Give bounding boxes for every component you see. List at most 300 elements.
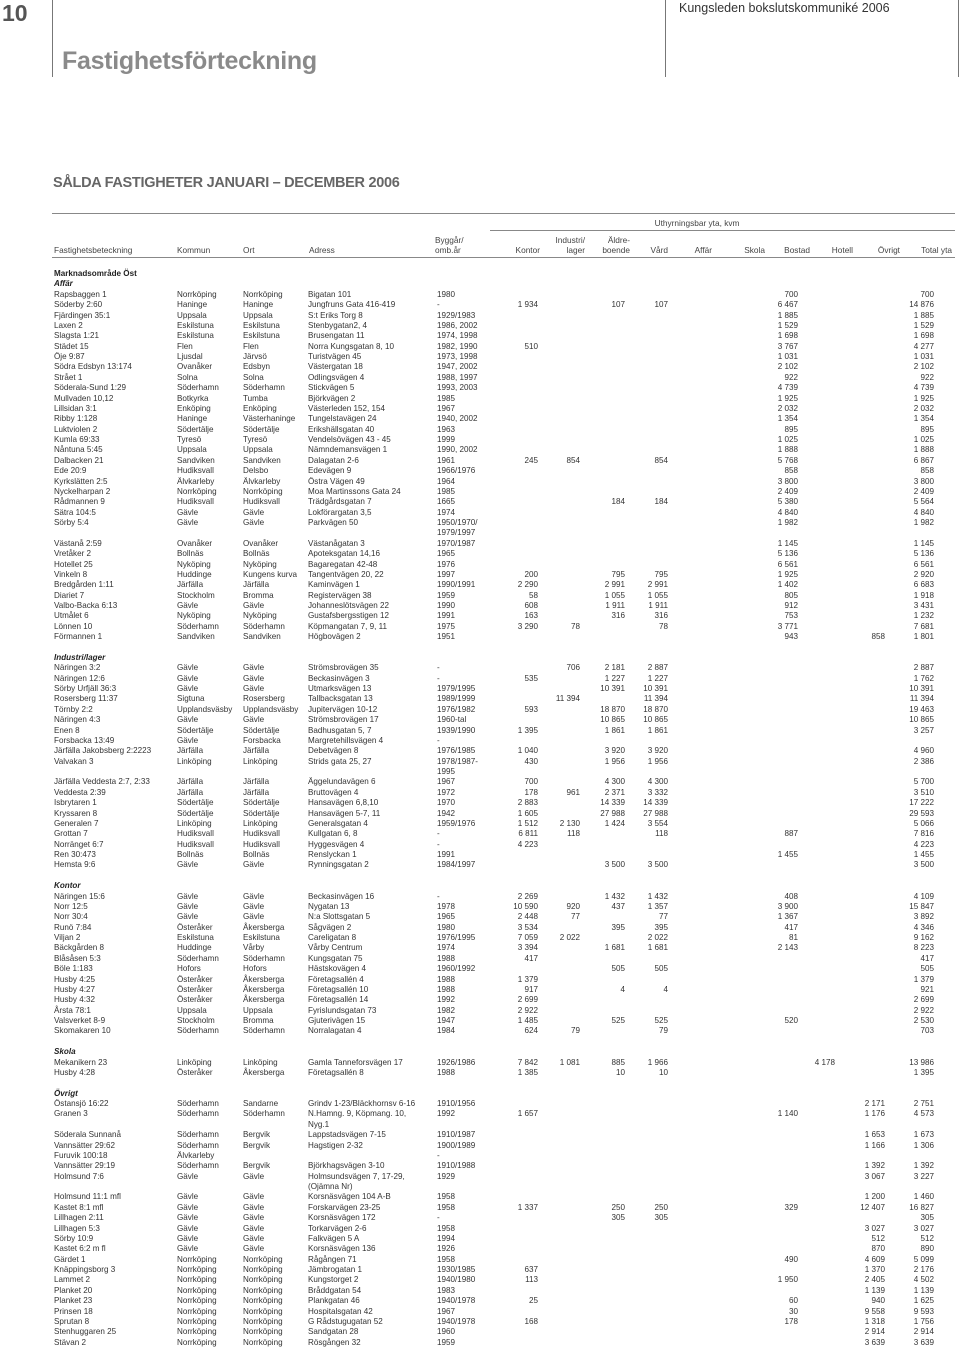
divider-right <box>958 0 959 77</box>
cell-affar <box>668 860 712 870</box>
cell-year: 1999 <box>437 435 456 444</box>
cell-bostad <box>760 1099 798 1109</box>
cell-kontor <box>507 1234 538 1244</box>
cell-vard <box>625 477 668 487</box>
cell-ort: Norrköping <box>243 1275 283 1285</box>
cell-total: 3 800 <box>913 476 934 486</box>
cell-aldreboende: 1 861 <box>604 725 625 735</box>
cell-year: - <box>437 300 440 310</box>
cell-hotell <box>798 1255 835 1265</box>
cell-ort: Linköping <box>243 756 278 766</box>
cell-affar <box>668 435 712 445</box>
cell-aldreboende <box>580 1307 625 1317</box>
cell-aldreboende <box>580 995 625 1005</box>
cell-vard: 79 <box>658 1026 668 1036</box>
cell-hotell <box>798 1109 835 1130</box>
cell-kontor <box>507 518 538 539</box>
cell-total: 10 865 <box>909 715 934 725</box>
cell-skola <box>712 425 760 435</box>
cell-kommun: Linköping <box>177 756 212 766</box>
cell-year: 1991 <box>437 850 456 859</box>
cell-industri <box>538 445 580 455</box>
cell-aldreboende <box>580 466 625 476</box>
cell-skola <box>712 580 760 590</box>
cell-ovrigt <box>835 414 885 424</box>
cell-aldreboende <box>580 1099 625 1109</box>
cell-aldreboende <box>580 508 625 518</box>
cell-year: 1978 <box>437 901 456 911</box>
cell-affar <box>668 352 712 362</box>
table-row <box>0 1275 960 1285</box>
cell-ort: Gävle <box>243 1171 265 1181</box>
cell-ovrigt <box>835 611 885 621</box>
cell-vard <box>625 518 668 539</box>
cell-aldreboende <box>580 1255 625 1265</box>
cell-kommun: Bollnäs <box>177 549 204 559</box>
cell-kommun: Söderhamn <box>177 1140 219 1150</box>
cell-name: Husby 4:28 <box>54 1067 95 1077</box>
cell-adress: Vårby Centrum <box>308 943 363 953</box>
cell-affar <box>668 1338 712 1348</box>
cell-adress: Bigatan 101 <box>308 289 352 299</box>
cell-skola <box>712 1130 760 1140</box>
cell-ort: Eskilstuna <box>243 933 280 942</box>
cell-skola <box>712 383 760 393</box>
cell-bostad: 1 145 <box>777 538 798 548</box>
cell-hotell <box>798 809 835 819</box>
cell-name: Husby 4:32 <box>54 995 95 1005</box>
cell-year: 1947, 2002 <box>437 362 478 372</box>
cell-kontor: 1 485 <box>517 1016 538 1025</box>
cell-kontor: 2 699 <box>517 995 538 1005</box>
cell-vard: 1 357 <box>647 901 668 911</box>
cell-industri <box>538 850 580 860</box>
cell-year: 1967 <box>437 403 456 413</box>
cell-adress: Östra Vägen 49 <box>308 476 365 486</box>
cell-affar <box>668 1286 712 1296</box>
cell-skola <box>712 933 760 943</box>
cell-industri <box>538 352 580 362</box>
cell-industri <box>538 1224 580 1234</box>
col-header-adress: Adress <box>309 245 335 255</box>
cell-vard <box>625 850 668 860</box>
table-row <box>0 342 960 352</box>
cell-kommun: Gävle <box>177 518 199 527</box>
cell-kommun: Järfälla <box>177 580 204 590</box>
cell-name: Valsverket 8-9 <box>54 1016 106 1025</box>
cell-ort: Järfälla <box>243 580 270 590</box>
cell-aldreboende <box>580 445 625 455</box>
cell-hotell <box>798 1244 835 1254</box>
cell-vard <box>625 1224 668 1234</box>
cell-ort: Söderhamn <box>243 953 285 963</box>
cell-total: 1 925 <box>913 393 934 403</box>
cell-affar <box>668 1327 712 1337</box>
cell-kommun: Älvkarleby <box>177 476 215 486</box>
cell-bostad <box>760 860 798 870</box>
table-row <box>0 1338 960 1348</box>
cell-name: Lönnen 10 <box>54 621 93 631</box>
cell-kommun: Söderhamn <box>177 1026 219 1036</box>
cell-aldreboende: 1 681 <box>604 943 625 953</box>
cell-adress: Kungstorget 2 <box>308 1275 359 1285</box>
cell-ovrigt <box>835 684 885 694</box>
cell-bostad: 2 102 <box>777 362 798 372</box>
table-row <box>0 715 960 725</box>
cell-total: 1 673 <box>913 1130 934 1140</box>
cell-adress: Parkvägen 50 <box>308 518 358 527</box>
cell-ovrigt: 1 139 <box>864 1285 885 1295</box>
cell-affar <box>668 342 712 352</box>
cell-kontor: 2 269 <box>517 891 538 901</box>
cell-skola <box>712 300 760 310</box>
cell-vard <box>625 1317 668 1327</box>
cell-aldreboende <box>580 342 625 352</box>
cell-industri <box>538 1203 580 1213</box>
cell-kontor <box>507 1192 538 1202</box>
cell-kontor <box>507 1161 538 1171</box>
section-heading: Kontor <box>54 881 81 891</box>
cell-industri <box>538 1016 580 1026</box>
table-row <box>0 788 960 798</box>
cell-year: 1950/1970/ 1979/1997 <box>437 518 478 538</box>
cell-hotell <box>798 829 835 839</box>
cell-affar <box>668 705 712 715</box>
cell-aldreboende <box>580 1275 625 1285</box>
section-spacer <box>0 1078 960 1088</box>
cell-hotell <box>798 456 835 466</box>
cell-adress: Norralagatan 4 <box>308 1026 362 1036</box>
cell-vard: 3 920 <box>647 746 668 756</box>
cell-adress: Registervägen 38 <box>308 590 372 600</box>
cell-vard <box>625 549 668 559</box>
cell-affar <box>668 840 712 850</box>
cell-aldreboende: 1 424 <box>604 818 625 828</box>
cell-year: - <box>437 891 440 901</box>
cell-vard: 1 055 <box>647 590 668 600</box>
cell-kommun: Norrköping <box>177 1275 217 1285</box>
cell-vard: 10 <box>658 1067 668 1077</box>
cell-name: Lammet 2 <box>54 1275 90 1285</box>
table-row <box>0 798 960 808</box>
cell-aldreboende: 184 <box>611 497 625 507</box>
table-row <box>0 705 960 715</box>
cell-name: Stävan 2 <box>54 1337 86 1347</box>
cell-affar <box>668 1151 712 1161</box>
cell-industri <box>538 466 580 476</box>
cell-ort: Norrköping <box>243 1337 283 1347</box>
cell-industri: 2 022 <box>559 933 580 942</box>
cell-aldreboende <box>580 1192 625 1202</box>
cell-bostad <box>760 694 798 704</box>
table-row <box>0 933 960 943</box>
cell-hotell <box>798 1265 835 1275</box>
cell-industri <box>538 1213 580 1223</box>
cell-total <box>885 736 934 746</box>
cell-aldreboende <box>580 383 625 393</box>
cell-name: Kastet 8:1 mfl <box>54 1202 104 1212</box>
cell-industri: 11 394 <box>555 694 580 704</box>
cell-vard <box>625 1275 668 1285</box>
cell-industri <box>538 497 580 507</box>
cell-kommun: Älvkarleby <box>177 1150 215 1160</box>
cell-kontor: 700 <box>524 777 538 787</box>
cell-ovrigt <box>835 975 885 985</box>
cell-name: Västanå 2:59 <box>54 538 102 548</box>
cell-kontor: 245 <box>524 455 538 465</box>
col-header-hotell: Hotell <box>831 245 853 255</box>
cell-ort: Uppsala <box>243 445 273 455</box>
cell-skola <box>712 1234 760 1244</box>
cell-bostad: 1 402 <box>777 580 798 590</box>
cell-kontor: 2 883 <box>517 798 538 808</box>
cell-hotell <box>798 362 835 372</box>
cell-kontor: 1 385 <box>517 1067 538 1077</box>
cell-skola <box>712 591 760 601</box>
table-row <box>0 892 960 902</box>
cell-skola <box>712 663 760 673</box>
cell-kommun: Järfälla <box>177 787 204 797</box>
cell-aldreboende <box>580 912 625 922</box>
cell-aldreboende <box>580 311 625 321</box>
cell-kommun: Haninge <box>177 414 208 424</box>
cell-industri <box>538 570 580 580</box>
cell-hotell <box>798 1234 835 1244</box>
cell-aldreboende <box>580 394 625 404</box>
cell-ovrigt <box>835 487 885 497</box>
cell-total: 1 145 <box>913 538 934 548</box>
cell-ovrigt <box>835 1058 885 1068</box>
cell-name: Forsbacka 13:49 <box>54 735 115 745</box>
col-header-industri: Industri/ lager <box>555 235 585 255</box>
cell-affar <box>668 985 712 995</box>
cell-hotell <box>798 1307 835 1317</box>
cell-hotell <box>798 943 835 953</box>
cell-name: Bredgården 1:11 <box>54 580 114 590</box>
cell-ort: Hudiksvall <box>243 497 280 507</box>
cell-hotell <box>798 777 835 787</box>
cell-aldreboende <box>580 933 625 943</box>
cell-hotell <box>798 1161 835 1171</box>
cell-affar <box>668 362 712 372</box>
cell-name: Vannsätter 29:62 <box>54 1140 116 1150</box>
cell-vard <box>625 560 668 570</box>
cell-vard: 1 681 <box>647 943 668 953</box>
cell-hotell <box>798 674 835 684</box>
cell-kontor: 2 922 <box>517 1005 538 1015</box>
cell-hotell <box>798 684 835 694</box>
section-heading: Skola <box>54 1047 76 1057</box>
cell-total: 4 223 <box>913 839 934 849</box>
cell-industri <box>538 1317 580 1327</box>
cell-bostad <box>760 985 798 995</box>
cell-ort: Gävle <box>243 663 265 673</box>
cell-hotell <box>798 798 835 808</box>
cell-kommun: Norrköping <box>177 1327 217 1337</box>
cell-ovrigt <box>835 342 885 352</box>
cell-affar <box>668 591 712 601</box>
cell-name: Rosersberg 11:37 <box>54 694 118 704</box>
cell-hotell <box>798 1192 835 1202</box>
cell-vard <box>625 1296 668 1306</box>
cell-ort: Norrköping <box>243 1254 283 1264</box>
cell-kommun: Gävle <box>177 684 199 693</box>
cell-year: 1960-tal <box>437 715 467 725</box>
cell-industri <box>538 975 580 985</box>
cell-industri <box>538 435 580 445</box>
cell-ovrigt <box>835 601 885 611</box>
table-row <box>0 777 960 787</box>
cell-kontor <box>507 1338 538 1348</box>
divider-middle <box>665 0 666 77</box>
cell-adress: Rösgången 32 <box>308 1337 361 1347</box>
cell-total: 10 391 <box>909 684 934 693</box>
cell-year: 1988 <box>437 1067 456 1077</box>
cell-total: 17 222 <box>909 798 934 808</box>
cell-vard: 2 022 <box>647 933 668 942</box>
cell-aldreboende: 525 <box>611 1016 625 1025</box>
cell-name: Isbrytaren 1 <box>54 798 97 808</box>
cell-kommun: Gävle <box>177 891 199 901</box>
table-row <box>0 809 960 819</box>
cell-ovrigt <box>835 321 885 331</box>
cell-ort: Kungens kurva <box>243 569 297 579</box>
cell-ort: Järfälla <box>243 777 270 787</box>
cell-kommun: Gävle <box>177 1233 199 1243</box>
cell-kommun: Österåker <box>177 922 213 932</box>
cell-kommun: Gävle <box>177 901 199 911</box>
cell-bostad <box>760 975 798 985</box>
cell-adress: Apoteksgatan 14,16 <box>308 549 381 559</box>
cell-ovrigt <box>835 923 885 933</box>
cell-vard: 1 861 <box>647 725 668 735</box>
cell-ort: Enköping <box>243 403 277 413</box>
cell-affar <box>668 902 712 912</box>
cell-skola <box>712 674 760 684</box>
cell-aldreboende: 10 865 <box>600 715 625 725</box>
table-row <box>0 694 960 704</box>
cell-ovrigt <box>835 798 885 808</box>
cell-affar <box>668 809 712 819</box>
cell-adress: Korsnäsvägen 136 <box>308 1244 376 1254</box>
cell-ort: Gävle <box>243 507 265 517</box>
table-row <box>0 1317 960 1327</box>
cell-total: 4 277 <box>913 341 934 351</box>
cell-skola <box>712 923 760 933</box>
cell-kontor: 430 <box>524 756 538 766</box>
cell-hotell <box>798 611 835 621</box>
cell-total: 1 888 <box>913 445 934 455</box>
cell-ovrigt <box>835 757 885 778</box>
cell-affar <box>668 1224 712 1234</box>
cell-bostad <box>760 1224 798 1234</box>
cell-affar <box>668 580 712 590</box>
cell-adress: Turistvägen 45 <box>308 352 362 361</box>
cell-name: Furuvik 100:18 <box>54 1150 108 1160</box>
property-table <box>0 269 960 1348</box>
cell-vard: 250 <box>654 1202 668 1212</box>
cell-hotell <box>798 892 835 902</box>
cell-industri <box>538 684 580 694</box>
cell-year: 1980 <box>437 922 456 932</box>
cell-vard <box>625 1161 668 1171</box>
cell-skola <box>712 497 760 507</box>
cell-vard <box>625 1327 668 1337</box>
cell-year: 1982, 1990 <box>437 341 478 351</box>
cell-total: 5 700 <box>913 777 934 787</box>
cell-year: 1986, 2002 <box>437 320 478 330</box>
cell-adress: Hansavägen 5-7, 11 <box>308 808 381 818</box>
cell-bostad: 887 <box>784 829 798 839</box>
cell-adress: Lappstadsvägen 7-15 <box>308 1130 386 1140</box>
cell-hotell <box>798 1224 835 1234</box>
cell-bostad: 4 840 <box>777 507 798 517</box>
cell-kommun: Hudiksvall <box>177 829 214 839</box>
cell-bostad <box>760 746 798 756</box>
cell-affar <box>668 1141 712 1151</box>
cell-name: Ren 30:473 <box>54 850 96 859</box>
cell-ort: Norrköping <box>243 1316 283 1326</box>
cell-affar <box>668 943 712 953</box>
cell-name: Näringen 4:3 <box>54 715 101 725</box>
cell-industri <box>538 1296 580 1306</box>
table-row <box>0 943 960 953</box>
cell-total: 1 392 <box>913 1161 934 1171</box>
table-row <box>0 560 960 570</box>
cell-industri: 706 <box>566 663 580 673</box>
cell-aldreboende <box>580 539 625 549</box>
cell-kontor <box>507 487 538 497</box>
cell-industri: 961 <box>566 787 580 797</box>
cell-ovrigt <box>835 404 885 414</box>
cell-name: Söderby 2:60 <box>54 300 103 310</box>
cell-vard <box>625 1141 668 1151</box>
cell-kontor <box>507 1151 538 1161</box>
cell-total: 5 564 <box>913 497 934 507</box>
cell-name: Järfälla Veddesta 2:7, 2:33 <box>54 777 150 787</box>
cell-affar <box>668 746 712 756</box>
cell-ort: Älvkarleby <box>243 476 281 486</box>
cell-vard <box>625 954 668 964</box>
cell-bostad: 1 950 <box>777 1275 798 1285</box>
cell-industri <box>538 892 580 902</box>
cell-name: Grottan 7 <box>54 829 88 839</box>
cell-ort: Uppsala <box>243 1005 273 1015</box>
cell-year: 1959/1976 <box>437 818 476 828</box>
cell-total: 1 031 <box>913 352 934 361</box>
cell-skola <box>712 1161 760 1171</box>
cell-ovrigt <box>835 549 885 559</box>
cell-kommun: Söderhamn <box>177 383 219 393</box>
group-header-rule <box>490 230 955 231</box>
cell-adress: Lokförargatan 3,5 <box>308 507 372 517</box>
cell-year: 1997 <box>437 569 456 579</box>
cell-hotell <box>798 632 835 642</box>
cell-adress: Sandgatan 28 <box>308 1327 359 1337</box>
cell-bostad <box>760 1286 798 1296</box>
table-row <box>0 394 960 404</box>
cell-total: 1 762 <box>913 673 934 683</box>
cell-adress: Högbovägen 2 <box>308 632 361 642</box>
cell-skola <box>712 777 760 787</box>
cell-total: 6 683 <box>913 580 934 590</box>
cell-name: Nyckelharpan 2 <box>54 486 111 496</box>
cell-adress: Gustafsbergsstigen 12 <box>308 611 389 621</box>
cell-kontor: 1 605 <box>517 808 538 818</box>
cell-aldreboende <box>580 560 625 570</box>
cell-vard <box>625 331 668 341</box>
cell-adress: Stickvägen 5 <box>308 383 355 393</box>
